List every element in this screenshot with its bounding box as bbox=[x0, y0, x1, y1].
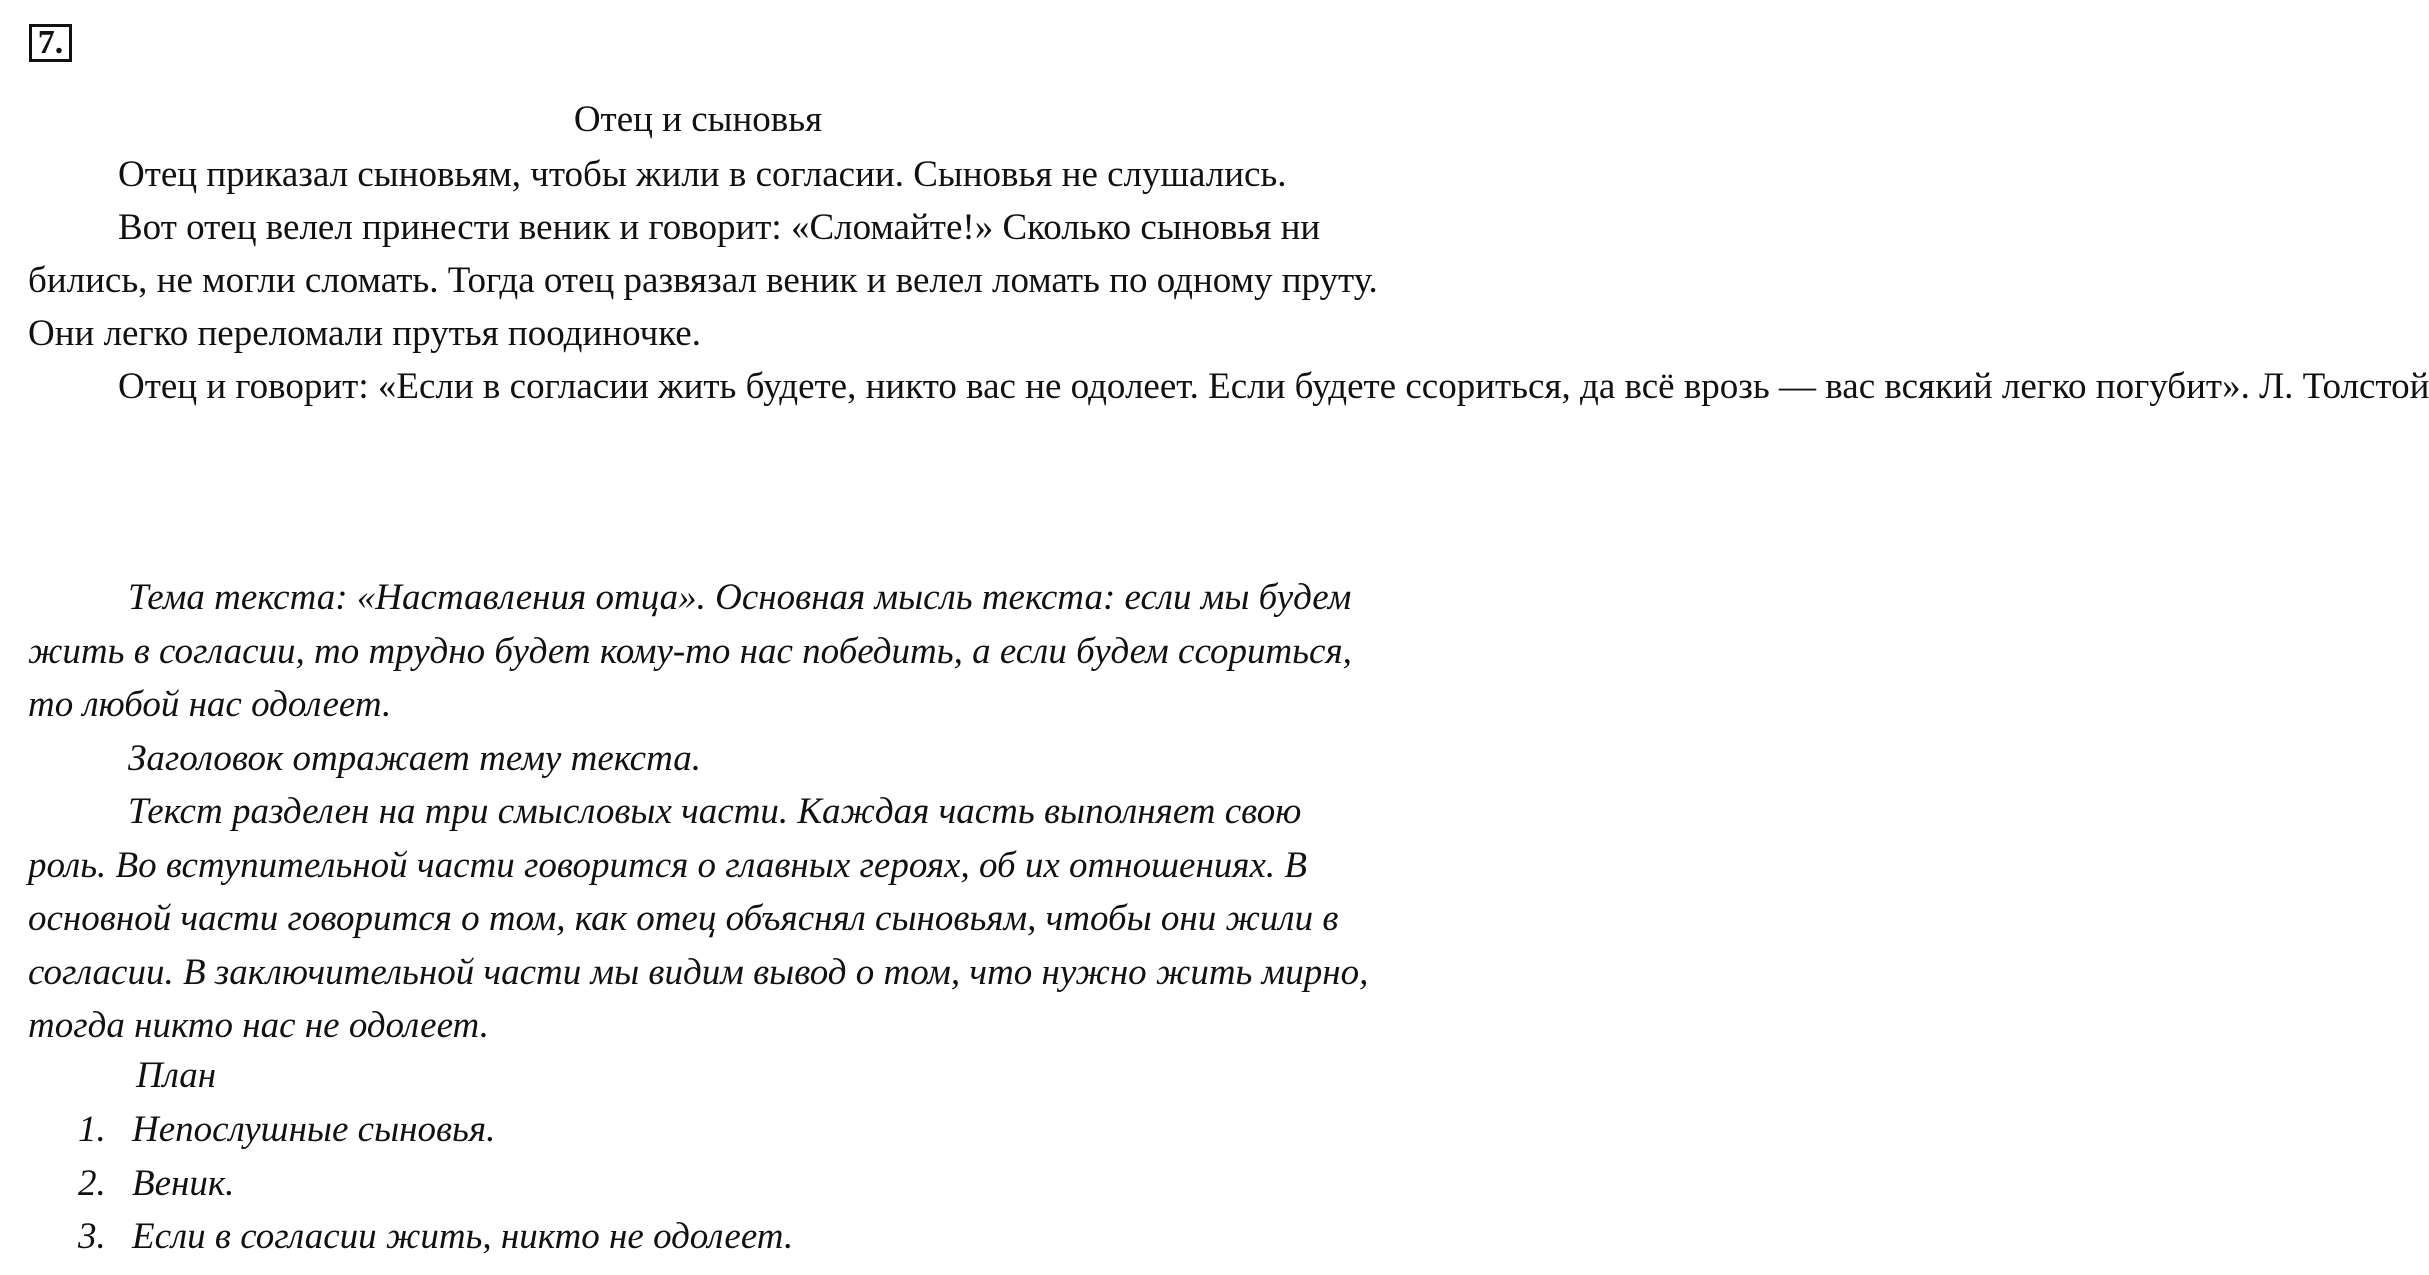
plan-item bbox=[78, 1103, 793, 1157]
plan-item-text: Непослушные сыновья. bbox=[132, 1109, 496, 1150]
analysis-paragraph: Текст разделен на три смысловых части. Каждая часть выполняет свою роль. Во вступительной части говорится о главных героях, об их отношениях. В основной части говорится о том, как отец объяснял сыновьям, чтобы они жили в согласии. В заключительной части мы видим вывод о том, что нужно жить мирно, тогда никто нас не одолеет. bbox=[28, 791, 1369, 1046]
plan-item bbox=[78, 1157, 793, 1211]
story-paragraph: Отец и говорит: «Если в согласии жить будете, никто вас не одолеет. Если будете ссориться, да всё врозь — вас всякий легко погубит». Л. Толстой bbox=[118, 366, 2429, 407]
plan-item-number: 2. bbox=[78, 1162, 106, 1204]
plan-list bbox=[78, 1103, 793, 1264]
plan-item-text: Если в согласии жить, никто не одолеет. bbox=[132, 1216, 794, 1257]
analysis-paragraph: Заголовок отражает тему текста. bbox=[128, 737, 701, 779]
plan-item-number: 3. bbox=[78, 1216, 106, 1257]
story-paragraph: Вот отец велел принести веник и говорит: «Сломайте!» Сколько сыновья ни бились, не могли сломать. Тогда отец развязал веник и велел ломать по одному пруту. Они легко переломали прутья поодиночке. bbox=[28, 207, 1378, 354]
plan-heading: План bbox=[136, 1055, 217, 1096]
analysis-text bbox=[28, 571, 1378, 1053]
plan-item bbox=[78, 1210, 793, 1264]
task-number: 7. bbox=[37, 24, 64, 61]
story-title: Отец и сыновья bbox=[573, 99, 823, 140]
story-paragraph: Отец приказал сыновьям, чтобы жили в согласии. Сыновья не слушались. bbox=[118, 154, 1287, 195]
analysis-paragraph: Тема текста: «Наставления отца». Основная мысль текста: если мы будем жить в согласии, то трудно будет кому-то нас победить, а если будем ссориться, то любой нас одолеет. bbox=[28, 577, 1352, 725]
story-text bbox=[28, 148, 2429, 413]
plan-item-text: Веник. bbox=[132, 1162, 235, 1204]
plan-item-number: 1. bbox=[78, 1109, 106, 1150]
task-number-box bbox=[29, 24, 72, 62]
